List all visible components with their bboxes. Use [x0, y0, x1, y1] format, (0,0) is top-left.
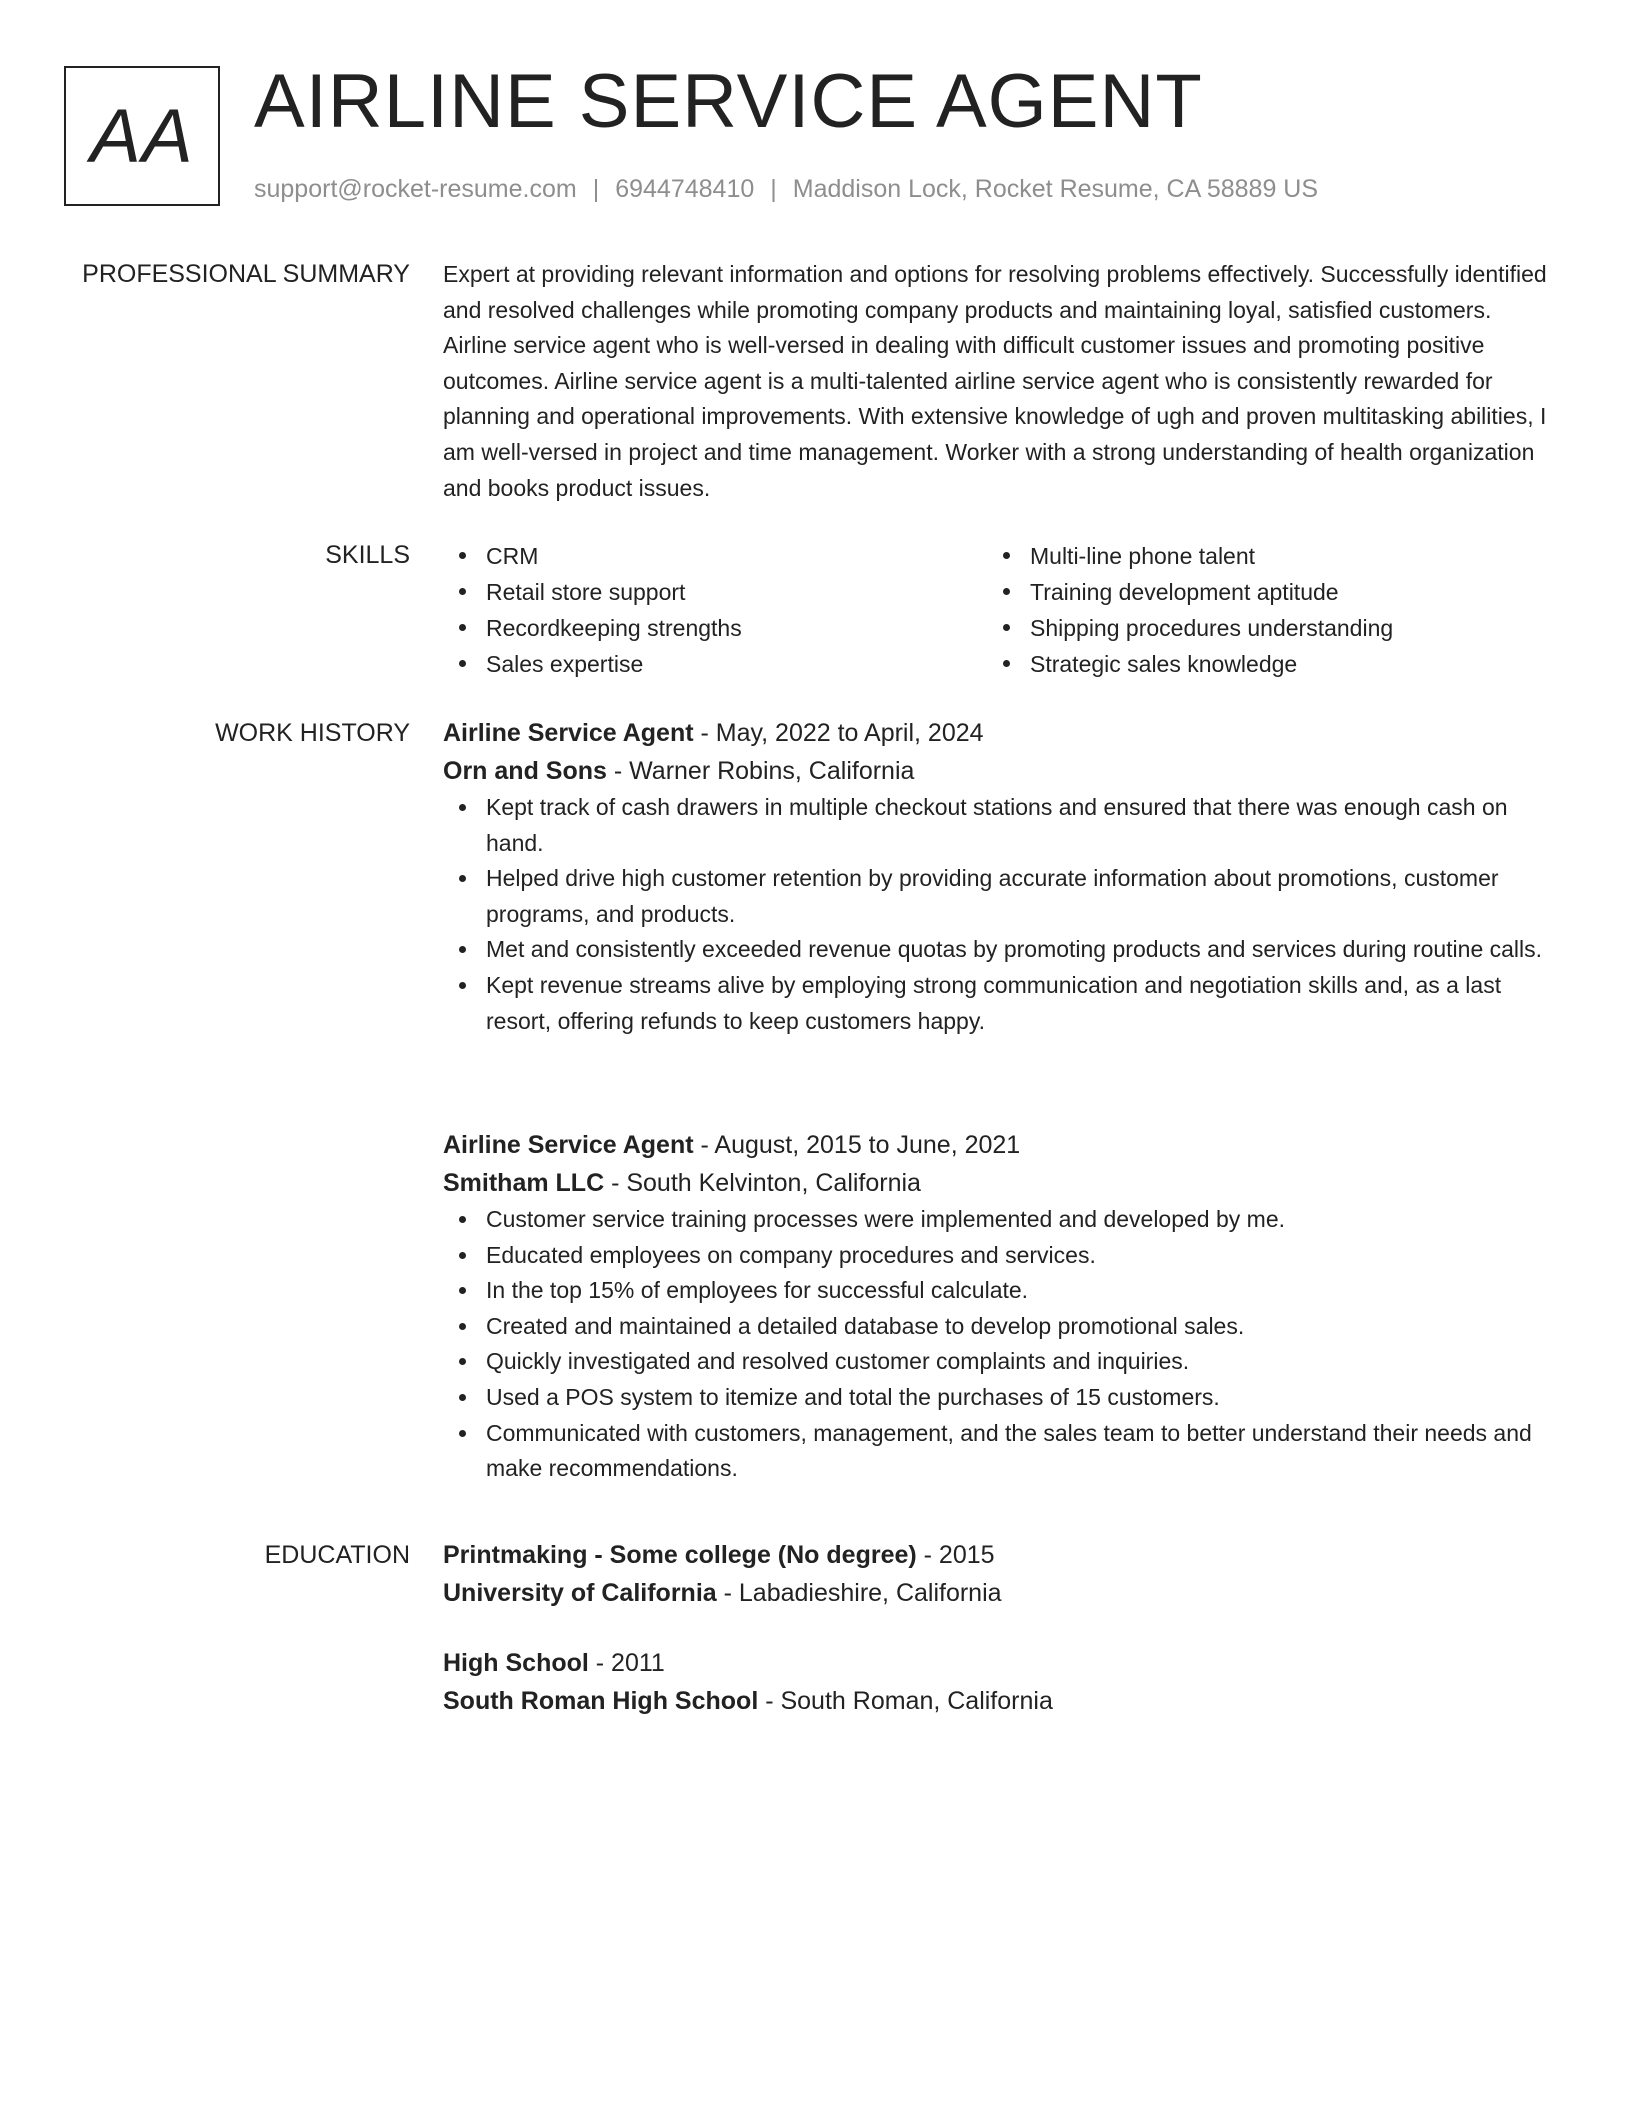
contact-address: Maddison Lock, Rocket Resume, CA 58889 US: [792, 175, 1319, 203]
skills-grid: [443, 538, 1553, 682]
education-degree-line: [443, 1644, 1553, 1682]
education-school-line: [443, 1574, 1553, 1612]
skill-item: Strategic sales knowledge: [1030, 646, 1553, 682]
job-title-line: [443, 1126, 1553, 1164]
skills-section: [443, 538, 1553, 682]
education-school: South Roman High School: [443, 1687, 759, 1715]
education-school-line: [443, 1682, 1553, 1720]
skills-list-left: [443, 538, 987, 682]
education-school: University of California: [443, 1579, 717, 1607]
job-bullet: Quickly investigated and resolved customer complaints and inquiries.: [486, 1344, 1553, 1380]
job-entry: [443, 1126, 1553, 1487]
job-location: - South Kelvinton, California: [604, 1169, 921, 1197]
education-degree: High School: [443, 1649, 589, 1677]
job-company: Orn and Sons: [443, 757, 607, 785]
section-label-education: EDUCATION: [264, 1541, 410, 1569]
skill-item: Shipping procedures understanding: [1030, 610, 1553, 646]
education-location: - Labadieshire, California: [716, 1579, 1002, 1607]
education-year: - 2015: [916, 1541, 995, 1569]
job-bullets: [443, 1202, 1553, 1487]
skill-item: Multi-line phone talent: [1030, 538, 1553, 574]
skill-item: Sales expertise: [486, 646, 987, 682]
summary-section: [443, 257, 1553, 506]
job-company-line: [443, 1164, 1553, 1202]
summary-text: Expert at providing relevant information and options for resolving problems effectively. Successfully identified and resolved challenges while promoting company products and maintaining loyal, satisfied customers. Airline service agent who is well-versed in dealing with difficult customer issues and promoting positive outcomes. Airline service agent is a multi-talented airline service agent who is consistently rewarded for planning and operational improvements. With extensive knowledge of ugh and proven multitasking abilities, I am well-versed in project and time management. Worker with a strong understanding of health organization and books product issues.: [443, 261, 1547, 501]
job-bullet: Kept revenue streams alive by employing strong communication and negotiation skills and, as a last resort, offering refunds to keep customers happy.: [486, 968, 1553, 1039]
job-bullets: [443, 790, 1553, 1039]
job-bullet: Customer service training processes were implemented and developed by me.: [486, 1202, 1553, 1238]
contact-separator: |: [592, 175, 600, 203]
job-bullet: In the top 15% of employees for successful calculate.: [486, 1273, 1553, 1309]
job-bullet: Educated employees on company procedures and services.: [486, 1238, 1553, 1274]
skill-item: CRM: [486, 538, 987, 574]
job-bullet: Met and consistently exceeded revenue quotas by promoting products and services during routine calls.: [486, 932, 1553, 968]
education-location: - South Roman, California: [758, 1687, 1053, 1715]
job-bullet: Used a POS system to itemize and total the purchases of 15 customers.: [486, 1380, 1553, 1416]
contact-email: support@rocket-resume.com: [254, 175, 577, 203]
job-company-line: [443, 752, 1553, 790]
job-title: Airline Service Agent: [443, 719, 694, 747]
candidate-title: AIRLINE SERVICE AGENT: [254, 59, 1203, 144]
job-title: Airline Service Agent: [443, 1131, 694, 1159]
section-label-summary: PROFESSIONAL SUMMARY: [82, 260, 410, 288]
job-entry: [443, 714, 1553, 1039]
skill-item: Recordkeeping strengths: [486, 610, 987, 646]
job-title-line: [443, 714, 1553, 752]
skill-item: Retail store support: [486, 574, 987, 610]
education-entry: [443, 1536, 1553, 1612]
contact-line: [254, 172, 1318, 206]
skill-item: Training development aptitude: [1030, 574, 1553, 610]
job-bullet: Communicated with customers, management, and the sales team to better understand their needs and make recommendations.: [486, 1416, 1553, 1487]
education-year: - 2011: [588, 1649, 665, 1677]
education-entry: [443, 1644, 1553, 1720]
job-dates: - August, 2015 to June, 2021: [693, 1131, 1021, 1159]
job-bullet: Created and maintained a detailed database to develop promotional sales.: [486, 1309, 1553, 1345]
contact-separator: |: [770, 175, 777, 203]
education-degree: Printmaking - Some college (No degree): [443, 1541, 917, 1569]
section-label-skills: SKILLS: [325, 541, 410, 569]
contact-phone: 6944748410: [615, 175, 755, 203]
job-bullet: Kept track of cash drawers in multiple checkout stations and ensured that there was enough cash on hand.: [486, 790, 1553, 861]
job-dates: - May, 2022 to April, 2024: [693, 719, 984, 747]
education-degree-line: [443, 1536, 1553, 1574]
job-company: Smitham LLC: [443, 1169, 605, 1197]
job-location: - Warner Robins, California: [606, 757, 915, 785]
monogram-logo: AA: [64, 66, 220, 206]
skills-list-right: [987, 538, 1553, 682]
job-bullet: Helped drive high customer retention by providing accurate information about promotions, customer programs, and products.: [486, 861, 1553, 932]
section-label-work-history: WORK HISTORY: [215, 719, 410, 747]
